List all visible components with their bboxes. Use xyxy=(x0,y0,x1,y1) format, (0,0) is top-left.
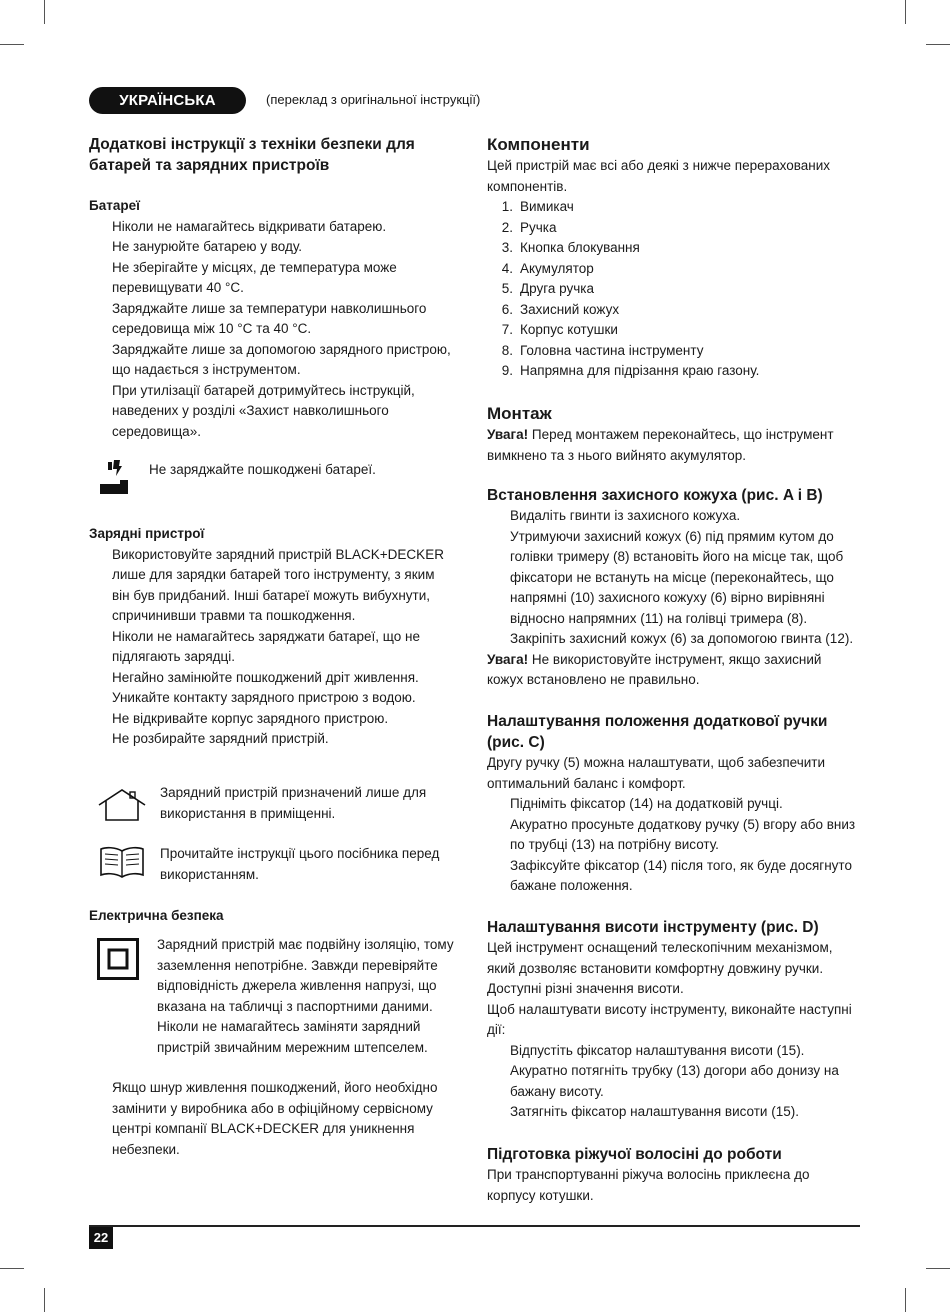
text-line: бажане положення. xyxy=(510,878,633,893)
text-line: спричинивши травми та пошкодження. xyxy=(112,608,356,623)
crop-mark xyxy=(926,44,950,45)
text-line: вимкнено та з нього вийнято акумулятор. xyxy=(487,447,747,463)
crop-mark xyxy=(44,1288,45,1312)
text-line: центрі компанії BLACK+DECKER для уникнення xyxy=(112,1121,415,1136)
text-line: середовища». xyxy=(112,423,201,439)
text-line: Доступні різні значення висоти. xyxy=(487,981,684,996)
text-line: дії: xyxy=(487,1022,506,1037)
item-label: Напрямна для підрізання краю газону. xyxy=(520,363,760,378)
crop-mark xyxy=(905,0,906,24)
crop-mark xyxy=(44,0,45,24)
text-line: Не занурюйте батарею у воду. xyxy=(112,239,303,254)
text-line: Підніміть фіксатор (14) на додатковій ручці. xyxy=(510,796,783,811)
section-title: батарей та зарядних пристроїв xyxy=(89,157,330,174)
text-line: пристрій звичайним мережним штепселем. xyxy=(157,1039,428,1055)
chargers-text xyxy=(89,545,459,750)
text-line: Акуратно потягніть трубку (13) догори або донизу на xyxy=(510,1063,839,1078)
text-line: відповідність джерела живлення напрузі, що xyxy=(157,978,437,993)
text-line: кожух встановлено не правильно. xyxy=(487,672,700,687)
list-item xyxy=(487,238,867,259)
text-line: Заряджайте лише за температури навколишнього xyxy=(112,300,427,316)
text-line: наведених у розділі «Захист навколишнього xyxy=(112,403,389,418)
text-line: він був придбаний. Інші батареї можуть вибухнути, xyxy=(112,587,431,603)
text-line: Видаліть гвинти із захисного кожуха. xyxy=(510,508,741,523)
list-item xyxy=(487,361,867,382)
list-item xyxy=(487,341,867,362)
text-line: напрямні (10) захисного кожуху (6) вірно вирівняні xyxy=(510,590,825,605)
section-title: Додаткові інструкції з техніки безпеки для xyxy=(89,136,415,153)
text-line: бажану висоту. xyxy=(510,1083,604,1099)
height-section xyxy=(487,917,867,1123)
item-number: 3. xyxy=(501,240,513,255)
item-label: Акумулятор xyxy=(520,260,594,276)
crop-mark xyxy=(0,44,24,45)
text-line: вказана на табличці з паспортними даними. xyxy=(157,998,433,1014)
text-line: Утримуючи захисний кожух (6) під прямим кутом до xyxy=(510,528,834,544)
warning-label: Увага! xyxy=(487,651,529,667)
text-line: по трубці (13) на потрібну висоту. xyxy=(510,837,719,852)
text-line: Заряджайте лише за допомогою зарядного пристрою, xyxy=(112,341,451,357)
chargers-heading: Зарядні пристрої xyxy=(89,526,205,541)
list-item xyxy=(487,300,867,321)
crop-mark xyxy=(905,1288,906,1312)
chargers-section xyxy=(89,524,459,750)
text-line: Ніколи не намагайтесь заряджати батареї, що не xyxy=(112,628,420,644)
height-heading: Налаштування висоти інструменту (рис. D) xyxy=(487,919,819,936)
assembly-section xyxy=(487,402,867,466)
assembly-heading: Монтаж xyxy=(487,404,552,423)
aux-handle-section xyxy=(487,711,867,897)
text-line: Акуратно просуньте додаткову ручку (5) вгору або вниз xyxy=(510,816,856,832)
electrical-heading: Електрична безпека xyxy=(89,908,224,923)
item-number: 5. xyxy=(501,281,513,296)
footer-rule xyxy=(89,1225,860,1227)
text-line: небезпеки. xyxy=(112,1141,180,1157)
house-icon xyxy=(97,788,147,822)
left-title xyxy=(89,134,459,176)
list-item xyxy=(487,279,867,300)
item-label: Головна частина інструменту xyxy=(520,342,704,358)
text-line: Щоб налаштувати висоту інструменту, виконайте наступні xyxy=(487,1001,852,1017)
text-line: Не відкривайте корпус зарядного пристрою. xyxy=(112,710,389,726)
text-line: підлягають зарядці. xyxy=(112,649,236,664)
cord-text xyxy=(112,1078,437,1160)
warning-text xyxy=(487,650,867,671)
text-line: Цей пристрій має всі або деякі з нижче перерахованих xyxy=(487,158,831,173)
damaged-battery-note: Не заряджайте пошкоджені батареї. xyxy=(149,462,376,477)
list-item xyxy=(487,197,867,218)
text-line: Закріпіть захисний кожух (6) за допомогою гвинта (12). xyxy=(510,631,854,646)
item-number: 2. xyxy=(501,219,513,235)
text-line: При утилізації батарей дотримуйтесь інструкцій, xyxy=(112,382,415,398)
batteries-section xyxy=(89,196,459,442)
text-line: використання в приміщенні. xyxy=(160,805,336,821)
item-number: 1. xyxy=(501,199,513,214)
electrical-text xyxy=(157,935,454,1058)
text-line: що надається з інструментом. xyxy=(112,362,301,377)
warning-label: Увага! xyxy=(487,427,529,442)
text-line: замінити у виробника або в офіційному сервісному xyxy=(112,1100,433,1116)
guard-heading: Встановлення захисного кожуха (рис. A і B) xyxy=(487,487,823,504)
text-line: Зарядний пристрій має подвійну ізоляцію, тому xyxy=(157,937,454,952)
text-line: Ніколи не намагайтесь відкривати батарею. xyxy=(112,218,387,234)
components-list xyxy=(487,197,867,382)
text-line: середовища між 10 °C та 40 °C. xyxy=(112,321,312,336)
crop-mark xyxy=(0,1268,24,1269)
item-label: Вимикач xyxy=(520,199,574,214)
guard-text xyxy=(487,506,867,650)
damaged-battery-icon xyxy=(98,458,134,496)
text-line: корпусу котушки. xyxy=(487,1187,594,1203)
indoor-note xyxy=(160,783,426,824)
item-label: Захисний кожух xyxy=(520,301,620,317)
text-line: фіксатори не встануть на місце (переконайтесь, що xyxy=(510,569,834,585)
text-line: голівки тримеру (8) встановіть його на місце так, щоб xyxy=(510,549,844,564)
text-line: Не розбирайте зарядний пристрій. xyxy=(112,731,329,746)
text-line: Негайно замінюйте пошкоджений дріт живлення. xyxy=(112,669,419,685)
text-line: який дозволяє встановити комфортну довжину ручки. xyxy=(487,960,824,976)
item-label: Ручка xyxy=(520,219,557,235)
list-item xyxy=(487,320,867,341)
text-line: Якщо шнур живлення пошкоджений, його необхідно xyxy=(112,1080,438,1095)
text-line: Уникайте контакту зарядного пристрою з водою. xyxy=(112,690,416,705)
item-number: 7. xyxy=(501,322,513,337)
guard-section xyxy=(487,485,867,691)
language-badge: УКРАЇНСЬКА xyxy=(89,87,246,114)
text-line: Не використовуйте інструмент, якщо захисний xyxy=(528,651,822,667)
list-item xyxy=(487,218,867,239)
item-number: 6. xyxy=(501,301,513,317)
line-prep-heading: Підготовка ріжучої волосіні до роботи xyxy=(487,1146,782,1163)
text-line: При транспортуванні ріжуча волосінь приклеєна до xyxy=(487,1167,810,1182)
aux-handle-steps xyxy=(487,794,867,897)
text-line: Не зберігайте у місцях, де температура може xyxy=(112,259,397,275)
batteries-text xyxy=(89,217,459,443)
text-line: Затягніть фіксатор налаштування висоти (15). xyxy=(510,1104,799,1119)
line-prep-section xyxy=(487,1144,867,1206)
text-line: оптимальний баланс і комфорт. xyxy=(487,775,686,791)
text-line: Відпустіть фіксатор налаштування висоти (15). xyxy=(510,1042,805,1058)
crop-mark xyxy=(926,1268,950,1269)
list-item xyxy=(487,259,867,280)
text-line: Зарядний пристрій призначений лише для xyxy=(160,785,427,800)
text-line: Перед монтажем переконайтесь, що інструмент xyxy=(528,427,834,442)
text-line: перевищувати 40 °C. xyxy=(112,280,244,295)
text-line: Використовуйте зарядний пристрій BLACK+DECKER xyxy=(112,546,444,562)
text-line: Ніколи не намагайтесь заміняти зарядний xyxy=(157,1019,421,1034)
warning-text xyxy=(487,425,867,446)
text-line: використанням. xyxy=(160,866,259,882)
text-line: заземлення непотрібне. Завжди перевіряйте xyxy=(157,957,438,973)
item-label: Друга ручка xyxy=(520,281,594,296)
batteries-heading: Батареї xyxy=(89,198,140,213)
page-number: 22 xyxy=(89,1227,113,1249)
manual-note xyxy=(160,844,439,885)
text-line: Зафіксуйте фіксатор (14) після того, як буде досягнуто xyxy=(510,857,852,873)
aux-handle-heading: Налаштування положення додаткової ручки xyxy=(487,713,828,730)
item-label: Корпус котушки xyxy=(520,322,618,337)
components-heading: Компоненти xyxy=(487,135,590,154)
text-line: компонентів. xyxy=(487,178,568,194)
translation-note: (переклад з оригінальної інструкції) xyxy=(266,92,481,107)
text-line: лише для зарядки батарей того інструменту, з яким xyxy=(112,567,435,582)
aux-handle-heading: (рис. C) xyxy=(487,734,545,751)
text-line: Цей інструмент оснащений телескопічним механізмом, xyxy=(487,940,833,955)
item-number: 8. xyxy=(501,342,513,358)
item-number: 4. xyxy=(501,260,513,276)
components-section xyxy=(487,133,867,382)
text-line: Прочитайте інструкції цього посібника перед xyxy=(160,846,440,861)
double-insulation-icon xyxy=(97,938,139,980)
book-icon xyxy=(97,845,147,879)
text-line: відносно напрямних (11) на голівці тримера (8). xyxy=(510,610,808,626)
item-number: 9. xyxy=(501,363,513,378)
height-steps xyxy=(487,1041,867,1123)
text-line: Другу ручку (5) можна налаштувати, щоб забезпечити xyxy=(487,755,826,770)
item-label: Кнопка блокування xyxy=(520,240,640,255)
